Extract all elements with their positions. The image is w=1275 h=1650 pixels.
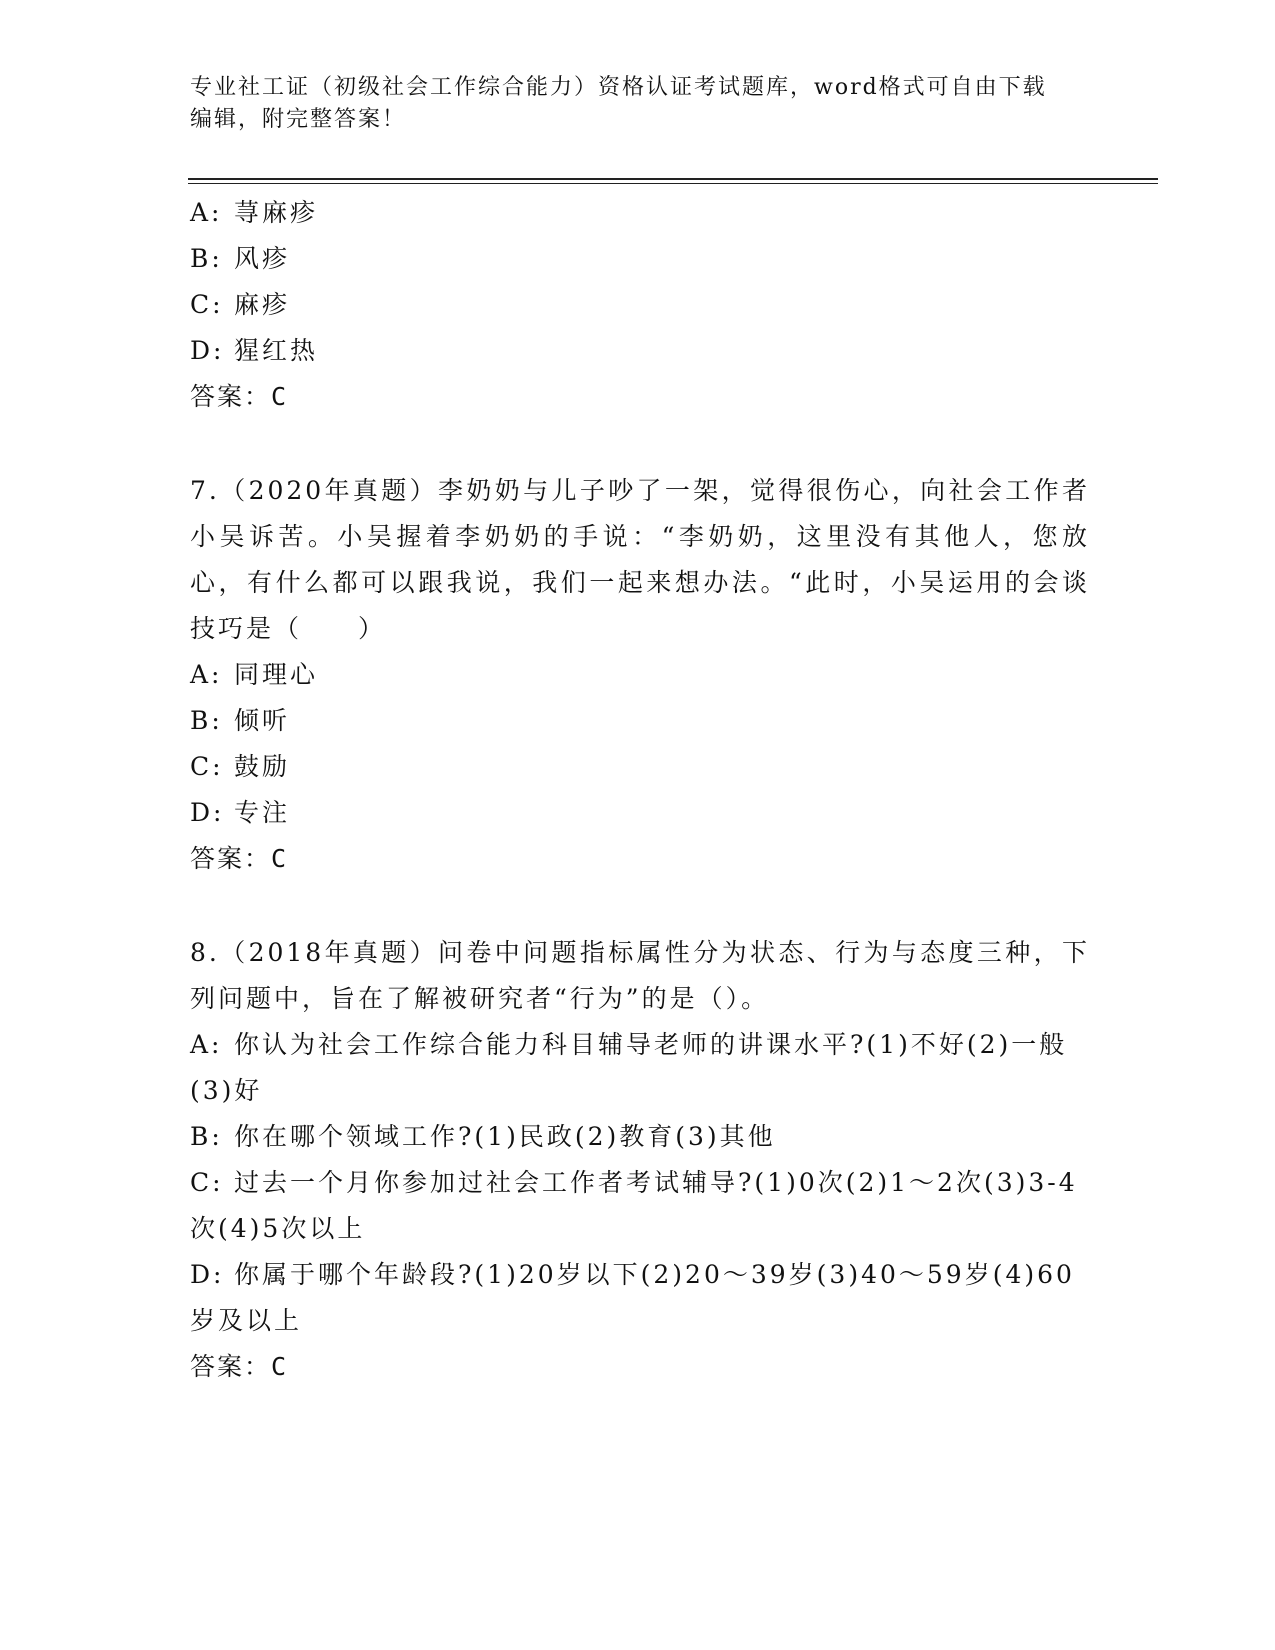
option-d <box>190 1252 1090 1344</box>
option-letter: A: <box>190 660 223 689</box>
option-a <box>190 190 1090 236</box>
answer-label: 答案： <box>190 844 272 873</box>
option-letter: C: <box>190 290 224 319</box>
question-8 <box>190 930 1090 1390</box>
question-content <box>190 190 1090 1390</box>
option-c <box>190 1160 1090 1252</box>
option-letter: D: <box>190 1260 225 1289</box>
answer-value: C <box>271 844 289 873</box>
question-stem: 7.（2020年真题）李奶奶与儿子吵了一架，觉得很伤心，向社会工作者小吴诉苦。小吴握着李奶奶的手说：“李奶奶，这里没有其他人，您放心，有什么都可以跟我说，我们一起来想办法。“此时，小吴运用的会谈技巧是（ ） <box>190 476 1090 643</box>
answer-value: C <box>271 1352 289 1381</box>
option-d <box>190 790 1090 836</box>
document-header <box>190 72 1090 136</box>
spacer <box>190 420 1090 468</box>
option-text: 专注 <box>234 798 291 827</box>
answer-value: C <box>271 382 289 411</box>
spacer <box>190 882 1090 930</box>
option-text: 同理心 <box>234 660 319 689</box>
option-a <box>190 652 1090 698</box>
option-text: 你在哪个领域工作?(1)民政(2)教育(3)其他 <box>234 1122 776 1151</box>
option-b <box>190 698 1090 744</box>
option-text: 你认为社会工作综合能力科目辅导老师的讲课水平?(1)不好(2)一般(3)好 <box>190 1030 1068 1105</box>
option-letter: D: <box>190 336 225 365</box>
answer-line <box>190 374 1090 420</box>
header-line-2: 编辑，附完整答案！ <box>190 107 407 132</box>
question-stem: 8.（2018年真题）问卷中问题指标属性分为状态、行为与态度三种，下列问题中，旨在了解被研究者“行为”的是（）。 <box>190 938 1090 1013</box>
option-text: 麻疹 <box>234 290 291 319</box>
answer-label: 答案： <box>190 1352 272 1381</box>
header-line-1: 专业社工证（初级社会工作综合能力）资格认证考试题库，word格式可自由下载 <box>190 75 1047 100</box>
option-d <box>190 328 1090 374</box>
option-b <box>190 1114 1090 1160</box>
option-a <box>190 1022 1090 1114</box>
option-c <box>190 744 1090 790</box>
answer-line <box>190 1344 1090 1390</box>
option-text: 过去一个月你参加过社会工作者考试辅导?(1)0次(2)1～2次(3)3-4次(4)5次以上 <box>190 1168 1078 1243</box>
option-letter: D: <box>190 798 225 827</box>
option-text: 倾听 <box>234 706 291 735</box>
option-text: 你属于哪个年龄段?(1)20岁以下(2)20～39岁(3)40～59岁(4)60岁及以上 <box>190 1260 1075 1335</box>
option-b <box>190 236 1090 282</box>
option-text: 风疹 <box>234 244 291 273</box>
option-text: 鼓励 <box>234 752 291 781</box>
option-text: 荨麻疹 <box>234 198 319 227</box>
option-letter: B: <box>190 244 223 273</box>
option-c <box>190 282 1090 328</box>
option-letter: B: <box>190 706 223 735</box>
option-letter: C: <box>190 1168 224 1197</box>
header-divider-thick <box>188 178 1158 180</box>
option-letter: B: <box>190 1122 223 1151</box>
answer-line <box>190 836 1090 882</box>
option-letter: A: <box>190 1030 223 1059</box>
header-divider-thin <box>188 183 1158 184</box>
option-letter: A: <box>190 198 223 227</box>
question-7 <box>190 468 1090 882</box>
option-text: 猩红热 <box>234 336 319 365</box>
prev-question-options <box>190 190 1090 420</box>
answer-label: 答案： <box>190 382 272 411</box>
option-letter: C: <box>190 752 224 781</box>
